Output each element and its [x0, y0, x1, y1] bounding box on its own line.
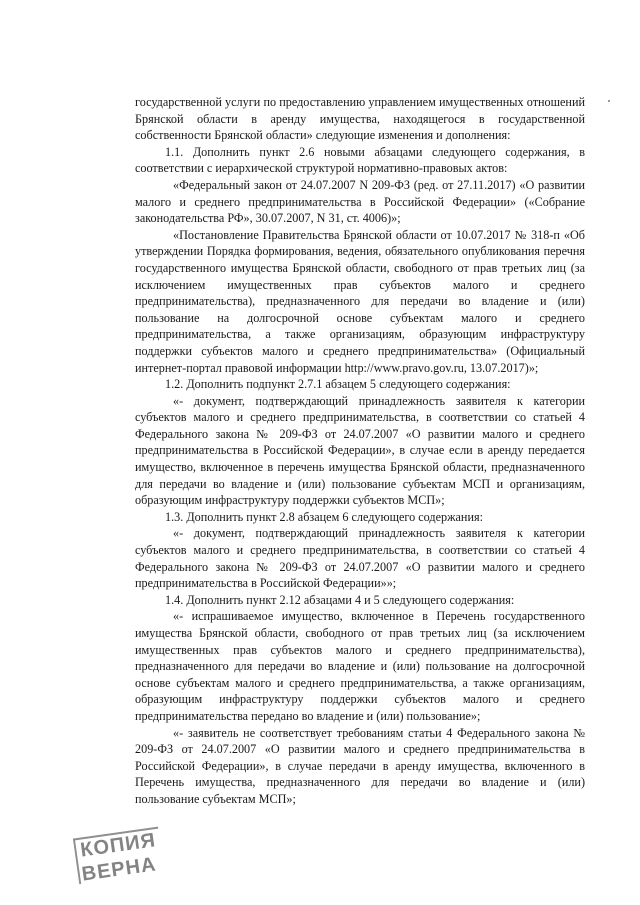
paragraph-applicant-noncompliant: «- заявитель не соответствует требованиям статьи 4 Федерального закона № 209-ФЗ от 24.07.2007 «О развитии малого и среднего предпринимательства в Российской Федерации», в случае передачи в аренду имущества, включенного в Перечень имущества, предназначенного для передачи во владение и (или) пользование субъектам МСП»; — [135, 725, 585, 806]
copy-certified-stamp — [72, 822, 171, 894]
paragraph-item-1-2: 1.2. Дополнить подпункт 2.7.1 абзацем 5 следующего содержания: — [165, 377, 511, 392]
scan-speck — [608, 100, 610, 102]
paragraph-intro: государственной услуги по предоставлению управлением имущественных отношений Брянской области в аренду имущества, находящегося в государственной собственности Брянской области» следующие изменения и дополнения: — [135, 95, 585, 143]
paragraph-document-msp-lease: «- документ, подтверждающий принадлежность заявителя к категории субъектов малого и среднего предпринимательства, в соответствии со статьей 4 Федерального закона № 209-ФЗ от 24.07.2007 «О развитии малого и среднего предпринимательства в Российской Федерации», в случае если в аренду передается имущество, включенное в перечень имущества Брянской области, предназначенного для передачи во владение и (или) пользование субъектам МСП и организациям, образующим инфраструктуру поддержки субъектов МСП»; — [135, 393, 585, 508]
document-body — [135, 94, 585, 808]
paragraph-document-msp: «- документ, подтверждающий принадлежность заявителя к категории субъектов малого и среднего предпринимательства, в соответствии со статьей 4 Федерального закона № 209-ФЗ от 24.07.2007 «О развитии малого и среднего предпринимательства в Российской Федерации»»; — [135, 526, 585, 591]
paragraph-item-1-1: 1.1. Дополнить пункт 2.6 новыми абзацами следующего содержания, в соответствии с иерархической структурой нормативно-правовых актов: — [135, 144, 585, 176]
paragraph-property-transferred: «- испрашиваемое имущество, включенное в Перечень государственного имущества Брянской области, свободного от прав третьих лиц (за исключением имущественных прав субъектов малого и среднего предпринимательства), предназначенного для передачи во владение и (или) пользование на долгосрочной основе субъектам малого и среднего предпринимательства, а также организациям, образующим инфраструктуру поддержки субъектов малого и среднего предпринимательства передано во владение и (или) пользование»; — [135, 609, 585, 723]
paragraph-item-1-4: 1.4. Дополнить пункт 2.12 абзацами 4 и 5 следующего содержания: — [165, 592, 515, 607]
paragraph-item-1-3: 1.3. Дополнить пункт 2.8 абзацем 6 следующего содержания: — [165, 509, 483, 524]
paragraph-federal-law: «Федеральный закон от 24.07.2007 N 209-ФЗ (ред. от 27.11.2017) «О развитии малого и среднего предпринимательства в Российской Федерации» («Собрание законодательства РФ», 30.07.2007, N 31, ст. 4006)»; — [135, 177, 585, 226]
stamp-line-2: ВЕРНА — [80, 853, 158, 886]
paragraph-government-decree: «Постановление Правительства Брянской области от 10.07.2017 № 318-п «Об утверждении Порядка формирования, ведения, обязательного опубликования перечня государственного имущества Брянской области, свободного от прав третьих лиц (за исключением имущественных прав субъектов малого и среднего предпринимательства), предназначенного для передачи во владение и (или) пользование на долгосрочной основе субъектам малого и среднего предпринимательства, а также организациям, образующим инфраструктуру поддержки субъектов малого и среднего предпринимательства» (Официальный интернет-портал правовой информации http://www.pravo.gov.ru, 13.07.2017)»; — [135, 227, 585, 375]
stamp-line-1: КОПИЯ — [79, 829, 158, 862]
